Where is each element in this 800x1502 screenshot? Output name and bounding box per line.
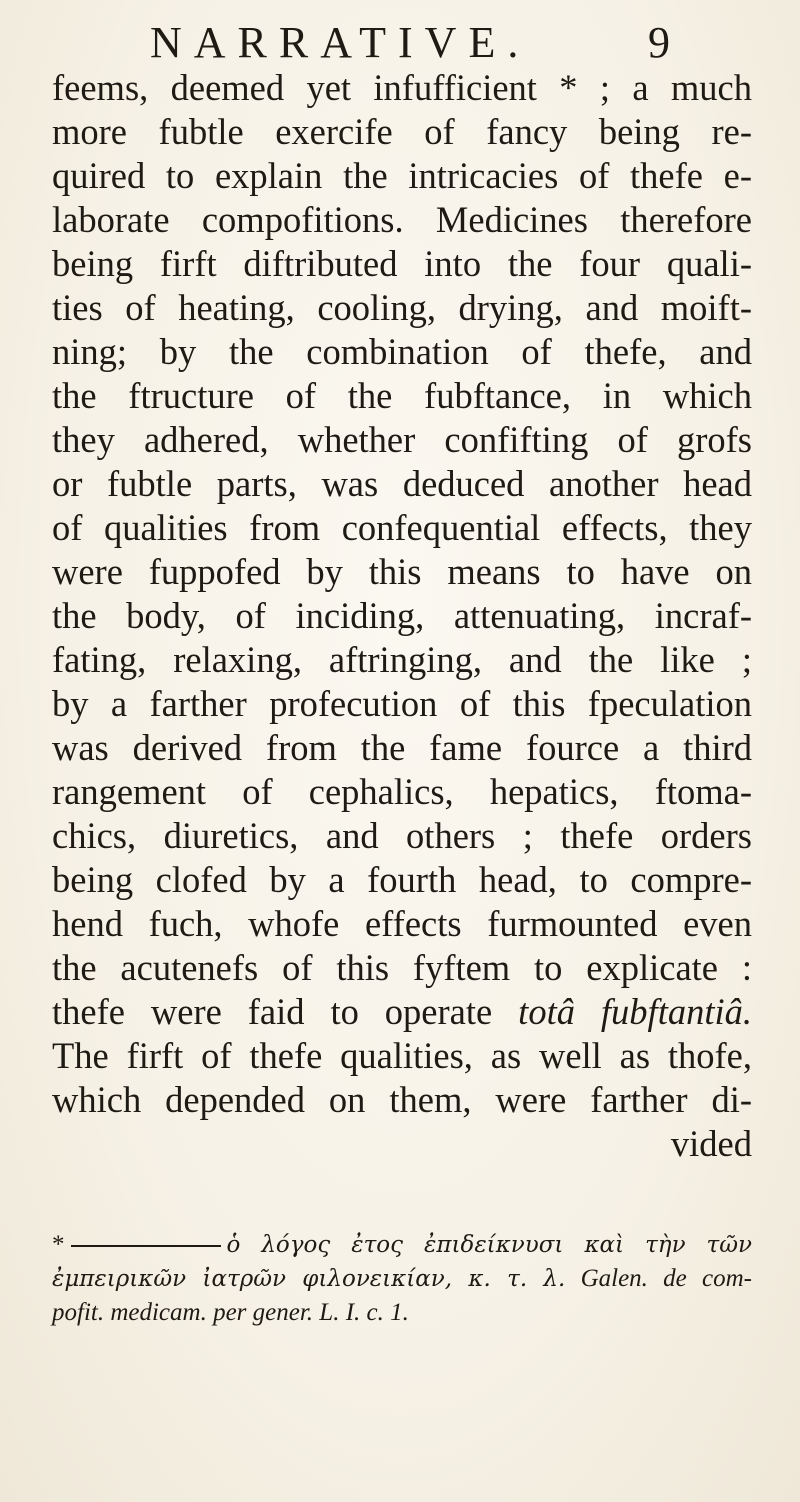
text-line: of qualities from confequential effects, they (52, 507, 752, 548)
text-line: they adhered, whether confifting of grofs (52, 419, 752, 460)
footnote-dash (71, 1245, 221, 1247)
footnote-marker: * (52, 1231, 65, 1258)
text-line: being clofed by a fourth head, to compre- (52, 859, 752, 900)
text-line: the body, of inciding, attenuating, incraf- (52, 595, 752, 636)
footnote-line (52, 1228, 752, 1262)
text-line: quired to explain the intricacies of thefe e- (52, 155, 752, 196)
text-line: the acutenefs of this fyftem to explicate : (52, 947, 752, 988)
running-head: NARRATIVE. (150, 18, 531, 67)
text-line: were fuppofed by this means to have on (52, 551, 752, 592)
footnote-line: pofit. medicam. per gener. L. I. c. 1. (52, 1299, 409, 1326)
text-line: the ftructure of the fubftance, in which (52, 375, 752, 416)
text-line: being firft diftributed into the four quali- (52, 243, 752, 284)
catchword: vided (670, 1123, 752, 1164)
text-line: which depended on them, were farther di- (52, 1079, 752, 1120)
text-line: The firft of thefe qualities, as well as thofe, (52, 1035, 752, 1076)
text-line: laborate compofitions. Medicines therefore (52, 199, 752, 240)
text-line: hend fuch, whofe effects furmounted even (52, 903, 752, 944)
greek-quote: ἐμπειρικῶν ἰατρῶν φιλονεικίαν, κ. τ. λ. (52, 1266, 566, 1292)
text-line (52, 990, 752, 1034)
italic-phrase: totâ fubftantiâ. (518, 991, 752, 1032)
greek-quote: ὁ λόγος ἐτος ἐπιδείκνυσι καὶ τὴν τῶν (226, 1232, 752, 1258)
text-line: was derived from the fame fource a third (52, 727, 752, 768)
text-line: ties of heating, cooling, drying, and moift- (52, 287, 752, 328)
page-header (150, 18, 670, 68)
text-line: or fubtle parts, was deduced another head (52, 463, 752, 504)
text-line: by a farther profecution of this fpeculation (52, 683, 752, 724)
text-line: rangement of cephalics, hepatics, ftoma- (52, 771, 752, 812)
line-text: thefe were faid to operate (52, 991, 493, 1032)
text-line: fating, relaxing, aftringing, and the like ; (52, 639, 752, 680)
citation: Galen. de com- (580, 1265, 752, 1292)
text-line: more fubtle exercife of fancy being re- (52, 111, 752, 152)
footnote-line (52, 1262, 752, 1296)
text-line: ning; by the combination of thefe, and (52, 331, 752, 372)
page-number: 9 (648, 18, 670, 67)
footnote (52, 1228, 752, 1330)
text-line: feems, deemed yet infufficient * ; a much (52, 67, 752, 108)
text-line: chics, diuretics, and others ; thefe orders (52, 815, 752, 856)
